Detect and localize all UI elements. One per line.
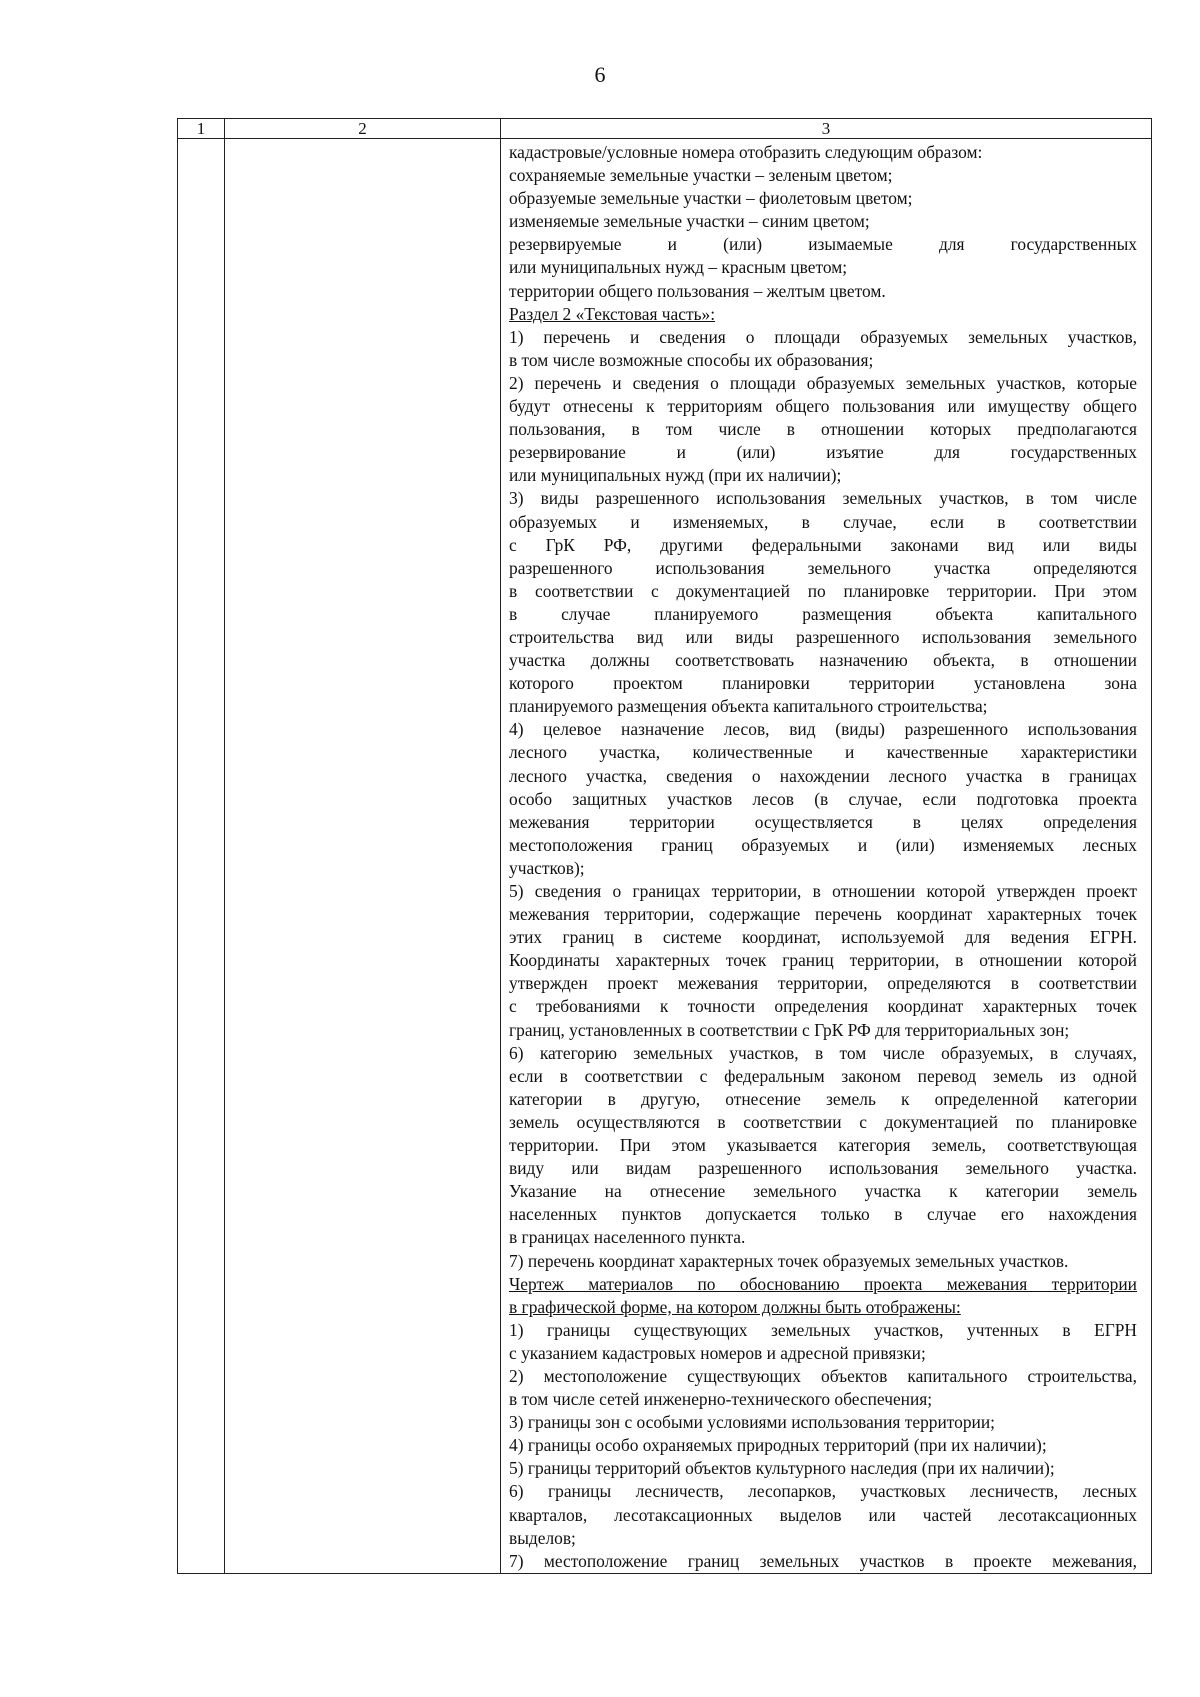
text-line: с ГрК РФ, другими федеральными законами вид или виды (509, 534, 1137, 555)
cell-number (178, 139, 225, 1574)
text-line: изменяемые земельные участки – синим цветом; (509, 211, 870, 232)
text-line: виду или видам разрешенного использования земельного участка. (509, 1158, 1137, 1179)
text-line: с требованиями к точности определения координат характерных точек (509, 996, 1137, 1017)
text-line: в графической форме, на котором должны быть отображены: (509, 1296, 961, 1317)
text-line: 1) границы существующих земельных участков, учтенных в ЕГРН (509, 1319, 1137, 1340)
text-line: если в соответствии с федеральным законом перевод земель из одной (509, 1065, 1137, 1086)
text-line: утвержден проект межевания территории, определяются в соответствии (509, 973, 1137, 994)
text-line: Раздел 2 «Текстовая часть»: (509, 303, 716, 324)
cell-requirements (501, 139, 1152, 1574)
text-line: участка должны соответствовать назначению объекта, в отношении (509, 650, 1137, 671)
text-line: лесного участка, сведения о нахождении лесного участка в границах (509, 765, 1137, 786)
text-line: особо защитных участков лесов (в случае, если подготовка проекта (509, 788, 1137, 809)
text-line: территории. При этом указывается категория земель, соответствующая (509, 1135, 1137, 1156)
text-line: Координаты характерных точек границ территории, в отношении которой (509, 950, 1137, 971)
text-line: Указание на отнесение земельного участка к категории земель (509, 1181, 1137, 1202)
text-line: межевания территории осуществляется в целях определения (509, 811, 1137, 832)
text-line: 1) перечень и сведения о площади образуемых земельных участков, (509, 326, 1137, 347)
text-line: или муниципальных нужд (при их наличии); (509, 465, 842, 486)
text-line: резервируемые и (или) изымаемые для государственных (509, 234, 1137, 255)
cell-name (225, 139, 501, 1574)
text-line: 3) виды разрешенного использования земельных участков, в том числе (509, 488, 1137, 509)
text-line: кадастровые/условные номера отобразить следующим образом: (509, 142, 983, 162)
text-line: планируемого размещения объекта капитального строительства; (509, 696, 988, 717)
text-line: 2) перечень и сведения о площади образуемых земельных участков, которые (509, 372, 1137, 393)
text-line: разрешенного использования земельного участка определяются (509, 557, 1137, 578)
text-line: сохраняемые земельные участки – зеленым цветом; (509, 165, 893, 186)
column-header-3: 3 (501, 119, 1152, 139)
requirements-table (177, 118, 1152, 1574)
table-header-row (178, 119, 1152, 139)
text-line: земель осуществляются в соответствии с документацией по планировке (509, 1111, 1137, 1132)
text-line: 5) границы территорий объектов культурного наследия (при их наличии); (509, 1458, 1055, 1479)
text-line: 4) границы особо охраняемых природных территорий (при их наличии); (509, 1435, 1047, 1456)
text-line: категории в другую, отнесение земель к определенной категории (509, 1088, 1137, 1109)
text-line: 5) сведения о границах территории, в отношении которой утвержден проект (509, 881, 1137, 901)
table-row (178, 139, 1152, 1574)
requirements-text (509, 141, 1137, 1573)
text-line: резервирование и (или) изъятие для государственных (509, 442, 1137, 463)
text-line: в том числе сетей инженерно-технического обеспечения; (509, 1389, 933, 1410)
text-line: 6) границы лесничеств, лесопарков, участковых лесничеств, лесных (509, 1481, 1137, 1502)
text-line: в том числе возможные способы их образования; (509, 349, 874, 370)
page-number: 6 (594, 62, 606, 87)
text-line: участков); (509, 857, 585, 878)
text-line: 7) местоположение границ земельных участков в проекте межевания, (509, 1550, 1137, 1571)
text-line: которого проектом планировки территории установлена зона (509, 673, 1137, 694)
text-line: будут отнесены к территориям общего пользования или имуществу общего (509, 396, 1137, 417)
text-line: территории общего пользования – желтым цветом. (509, 280, 886, 301)
text-line: Чертеж материалов по обоснованию проекта межевания территории (509, 1273, 1137, 1294)
text-line: 4) целевое назначение лесов, вид (виды) разрешенного использования (509, 719, 1137, 740)
text-line: лесного участка, количественные и качественные характеристики (509, 742, 1137, 763)
text-line: с указанием кадастровых номеров и адресной привязки; (509, 1342, 926, 1363)
text-line: 2) местоположение существующих объектов капитального строительства, (509, 1365, 1137, 1386)
text-line: образуемые земельные участки – фиолетовым цветом; (509, 188, 913, 209)
text-line: в границах населенного пункта. (509, 1227, 746, 1248)
text-line: границ, установленных в соответствии с ГрК РФ для территориальных зон; (509, 1019, 1070, 1040)
text-line: этих границ в системе координат, используемой для ведения ЕГРН. (509, 927, 1137, 948)
text-line: 3) границы зон с особыми условиями использования территории; (509, 1412, 995, 1433)
text-line: населенных пунктов допускается только в случае его нахождения (509, 1204, 1137, 1225)
text-line: образуемых и изменяемых, в случае, если в соответствии (509, 511, 1137, 532)
text-line: пользования, в том числе в отношении которых предполагаются (509, 419, 1137, 440)
text-line: строительства вид или виды разрешенного использования земельного (509, 626, 1137, 647)
text-line: в случае планируемого размещения объекта капитального (509, 603, 1137, 624)
column-header-2: 2 (225, 119, 501, 139)
text-line: в соответствии с документацией по планировке территории. При этом (509, 580, 1137, 601)
text-line: 6) категорию земельных участков, в том числе образуемых, в случаях, (509, 1042, 1137, 1063)
text-line: выделов; (509, 1527, 576, 1548)
text-line: кварталов, лесотаксационных выделов или частей лесотаксационных (509, 1504, 1137, 1525)
text-line: местоположения границ образуемых и (или) изменяемых лесных (509, 834, 1137, 855)
text-line: или муниципальных нужд – красным цветом; (509, 257, 848, 278)
text-line: межевания территории, содержащие перечень координат характерных точек (509, 904, 1137, 925)
text-line: 7) перечень координат характерных точек образуемых земельных участков. (509, 1250, 1069, 1271)
column-header-1: 1 (178, 119, 225, 139)
